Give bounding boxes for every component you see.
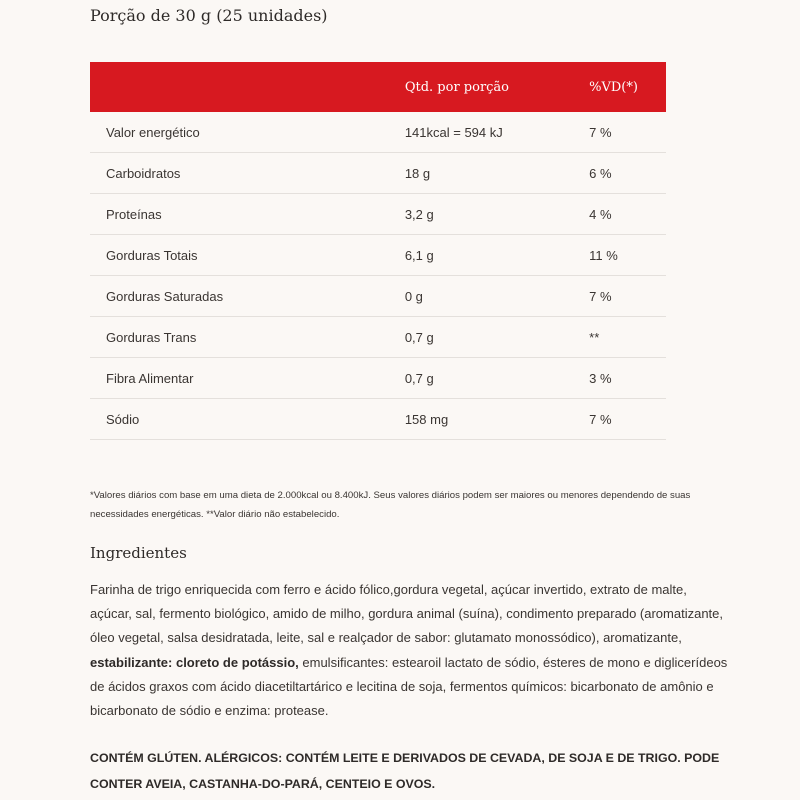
nutrient-qty: 0,7 g bbox=[405, 358, 589, 399]
nutrition-table-header bbox=[90, 62, 666, 112]
nutrient-qty: 3,2 g bbox=[405, 194, 589, 235]
nutrient-qty: 158 mg bbox=[405, 399, 589, 440]
nutrient-vd: 3 % bbox=[589, 358, 666, 399]
nutrient-name: Sódio bbox=[90, 399, 405, 440]
ingredients-text-emphasis: estabilizante: cloreto de potássio, bbox=[90, 654, 299, 670]
nutrient-qty: 141kcal = 594 kJ bbox=[405, 112, 589, 153]
nutrient-vd: 4 % bbox=[589, 194, 666, 235]
nutrient-vd: 11 % bbox=[589, 235, 666, 276]
ingredients-title: Ingredientes bbox=[90, 544, 187, 562]
nutrient-name: Valor energético bbox=[90, 112, 405, 153]
nutrient-vd: 7 % bbox=[589, 112, 666, 153]
nutrient-qty: 18 g bbox=[405, 153, 589, 194]
nutrient-vd: 7 % bbox=[589, 276, 666, 317]
table-row bbox=[90, 194, 666, 235]
nutrient-vd: ** bbox=[589, 317, 666, 358]
table-row bbox=[90, 358, 666, 399]
ingredients-text bbox=[90, 578, 730, 723]
nutrient-name: Gorduras Saturadas bbox=[90, 276, 405, 317]
daily-values-footnote: *Valores diários com base em uma dieta de 2.000kcal ou 8.400kJ. Seus valores diários podem ser maiores ou menores dependendo de suas necessidades energéticas. **Valor diário não estabelecido. bbox=[90, 490, 691, 520]
header-nutrient bbox=[90, 62, 405, 112]
nutrient-vd: 7 % bbox=[589, 399, 666, 440]
header-qty-per-portion: Qtd. por porção bbox=[404, 79, 510, 95]
header-daily-value: %VD(*) bbox=[589, 79, 638, 95]
allergen-warning: CONTÉM GLÚTEN. ALÉRGICOS: CONTÉM LEITE E DERIVADOS DE CEVADA, DE SOJA E DE TRIGO. PODE CONTER AVEIA, CASTANHA-DO-PARÁ, CENTEIO E OVOS. bbox=[90, 751, 720, 791]
table-row bbox=[90, 235, 666, 276]
nutrient-qty: 6,1 g bbox=[405, 235, 589, 276]
table-row bbox=[90, 276, 666, 317]
table-row bbox=[90, 112, 666, 153]
ingredients-text-part: Farinha de trigo enriquecida com ferro e ácido fólico,gordura vegetal, açúcar invertido, extrato de malte, açúcar, sal, fermento biológico, amido de milho, gordura animal (suína), condimento preparado (aromatizante, óleo vegetal, salsa desidratada, leite, sal e realçador de sabor: glutamato monossódico), aromatizante, bbox=[90, 582, 724, 646]
table-row bbox=[90, 317, 666, 358]
table-row bbox=[90, 153, 666, 194]
nutrition-table bbox=[90, 62, 666, 440]
ingredients-text-part: emulsificantes: estearoil lactato de sódio, ésteres de mono e diglicerídeos de ácidos graxos com ácido diacetiltartárico e lecitina de soja, fermentos químicos: bicarbonato de amônio e bicarbonato de sódio e enzima: protease. bbox=[90, 654, 728, 719]
nutrient-name: Proteínas bbox=[90, 194, 405, 235]
nutrient-name: Fibra Alimentar bbox=[90, 358, 405, 399]
nutrient-name: Gorduras Trans bbox=[90, 317, 405, 358]
nutrient-qty: 0 g bbox=[405, 276, 589, 317]
portion-title: Porção de 30 g (25 unidades) bbox=[90, 6, 328, 25]
nutrient-name: Carboidratos bbox=[90, 153, 405, 194]
nutrient-qty: 0,7 g bbox=[405, 317, 589, 358]
nutrient-vd: 6 % bbox=[589, 153, 666, 194]
table-row bbox=[90, 399, 666, 440]
nutrient-name: Gorduras Totais bbox=[90, 235, 405, 276]
